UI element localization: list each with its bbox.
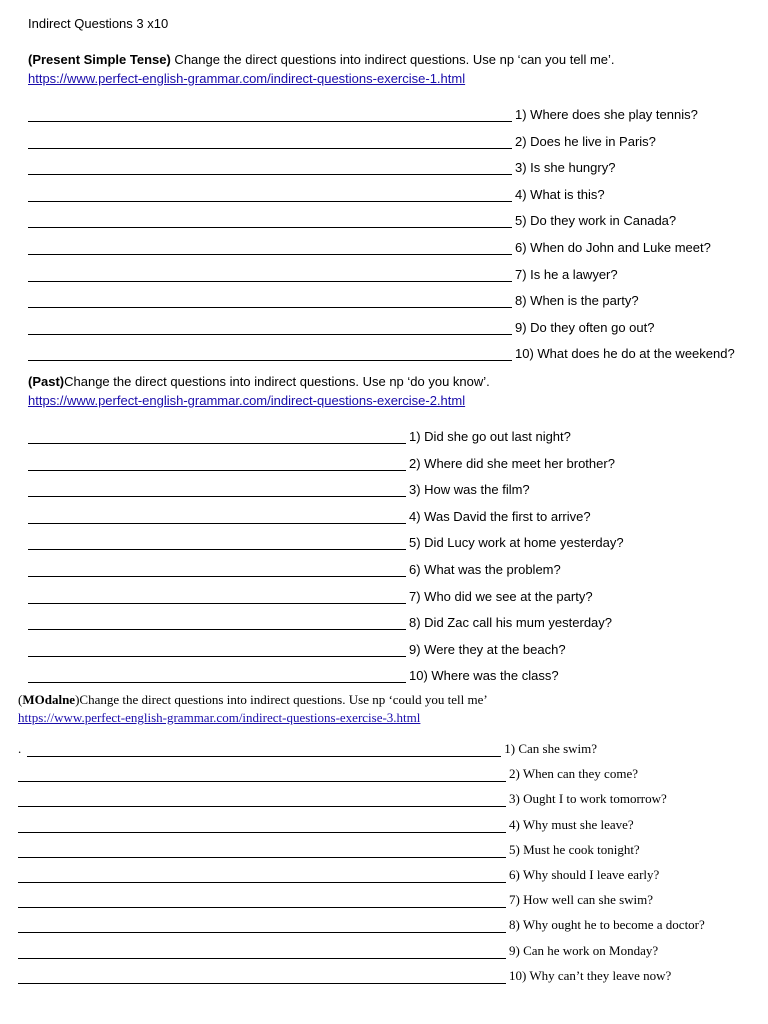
answer-blank[interactable]	[28, 430, 406, 444]
question-text: 5) Did Lucy work at home yesterday?	[409, 535, 624, 551]
question-text: 4) What is this?	[515, 186, 605, 202]
question-text: 3) Is she hungry?	[515, 160, 616, 176]
answer-blank[interactable]	[28, 536, 406, 550]
question-text: 6) When do John and Luke meet?	[515, 240, 711, 255]
question-row	[28, 157, 615, 175]
answer-blank[interactable]	[28, 347, 512, 361]
answer-blank[interactable]	[18, 768, 506, 782]
section-2-link[interactable]: https://www.perfect-english-grammar.com/indirect-questions-exercise-2.html	[28, 393, 466, 408]
question-text: 4) Was David the first to arrive?	[409, 508, 591, 524]
answer-blank[interactable]	[18, 894, 506, 908]
question-text: 10) Why can’t they leave now?	[509, 967, 672, 983]
question-row	[28, 184, 605, 202]
section-1-instruction-text: Change the direct questions into indirect questions. Use np ‘can you tell me’.	[170, 52, 615, 67]
answer-blank[interactable]	[28, 616, 406, 630]
answer-blank[interactable]	[18, 970, 506, 984]
question-row	[28, 453, 615, 471]
answer-blank[interactable]	[18, 844, 506, 858]
question-text: 4) Why must she leave?	[509, 816, 634, 832]
answer-blank[interactable]	[27, 743, 501, 757]
question-row	[28, 665, 559, 683]
section-1-instruction	[28, 52, 615, 67]
question-row	[28, 586, 593, 604]
worksheet-title: Indirect Questions 3 x10	[28, 16, 169, 31]
question-row	[28, 290, 639, 308]
section-2-instruction-text: Change the direct questions into indirect questions. Use np ‘do you know’.	[64, 374, 490, 389]
answer-blank[interactable]	[28, 294, 512, 308]
question-row	[18, 840, 640, 858]
answer-blank[interactable]	[28, 108, 512, 122]
question-text: 9) Do they often go out?	[515, 319, 655, 335]
question-row	[28, 426, 571, 444]
section-3-instruction-text: )Change the direct questions into indirect questions. Use np ‘could you tell me’	[75, 692, 488, 707]
question-row	[18, 890, 653, 908]
question-text: 6) What was the problem?	[409, 562, 561, 577]
answer-blank[interactable]	[18, 945, 506, 959]
question-row	[18, 789, 667, 807]
question-text: 5) Do they work in Canada?	[515, 213, 677, 229]
question-text: 5) Must he cook tonight?	[509, 841, 640, 857]
question-row	[28, 317, 654, 335]
question-row	[28, 131, 656, 149]
answer-blank[interactable]	[18, 919, 506, 933]
question-text: 8) Did Zac call his mum yesterday?	[409, 615, 613, 631]
question-text: 1) Did she go out last night?	[409, 429, 571, 444]
question-text: 9) Can he work on Monday?	[509, 942, 659, 958]
section-3-link[interactable]: https://www.perfect-english-grammar.com/indirect-questions-exercise-3.html	[18, 710, 421, 725]
answer-blank[interactable]	[28, 643, 406, 657]
answer-blank[interactable]	[28, 214, 512, 228]
answer-blank[interactable]	[28, 161, 512, 175]
question-row	[18, 966, 671, 984]
section-1-link[interactable]: https://www.perfect-english-grammar.com/indirect-questions-exercise-1.html	[28, 71, 466, 86]
question-text: 10) Where was the class?	[409, 668, 559, 684]
question-row	[18, 941, 658, 959]
section-3-instruction	[18, 692, 488, 708]
question-row	[18, 915, 705, 933]
section-3-label: MOdalne	[22, 692, 76, 707]
answer-blank[interactable]	[28, 669, 406, 683]
answer-blank[interactable]	[28, 483, 406, 497]
question-text: 2) When can they come?	[509, 766, 638, 782]
question-text: 1) Where does she play tennis?	[515, 107, 698, 122]
question-row	[28, 532, 624, 550]
answer-blank[interactable]	[28, 188, 512, 202]
question-row	[28, 264, 618, 282]
question-row	[28, 639, 566, 657]
question-text: 8) Why ought he to become a doctor?	[509, 917, 705, 933]
question-row	[28, 104, 698, 122]
question-row	[28, 237, 711, 255]
answer-blank[interactable]	[18, 819, 506, 833]
answer-blank[interactable]	[28, 241, 512, 255]
section-3-label-open: (	[18, 692, 23, 707]
question-row	[28, 479, 530, 497]
question-text: 7) Who did we see at the party?	[409, 588, 593, 604]
answer-blank[interactable]	[28, 135, 512, 149]
question-text: 7) How well can she swim?	[509, 892, 654, 908]
question-text: 9) Were they at the beach?	[409, 641, 566, 657]
answer-blank[interactable]	[18, 869, 506, 883]
question-row	[18, 764, 638, 782]
answer-blank[interactable]	[28, 321, 512, 335]
question-row	[18, 815, 634, 833]
answer-blank[interactable]	[28, 268, 512, 282]
answer-blank[interactable]	[28, 510, 406, 524]
question-row	[28, 559, 561, 577]
question-row	[28, 343, 735, 361]
answer-blank[interactable]	[28, 563, 406, 577]
question-text: 6) Why should I leave early?	[509, 867, 660, 882]
question-row	[18, 865, 659, 883]
question-row	[28, 612, 612, 630]
question-row	[28, 210, 676, 228]
question-text: 2) Does he live in Paris?	[515, 133, 656, 149]
question-text: 10) What does he do at the weekend?	[515, 346, 735, 362]
question-text: 7) Is he a lawyer?	[515, 266, 618, 282]
section-2-instruction	[28, 374, 490, 389]
answer-blank[interactable]	[28, 457, 406, 471]
question-text: 1) Can she swim?	[504, 741, 598, 756]
question-row	[28, 506, 591, 524]
section-2-label: (Past)	[28, 374, 65, 389]
question-row	[18, 739, 597, 757]
question-text: 8) When is the party?	[515, 293, 639, 309]
question-text: 3) How was the film?	[409, 482, 530, 498]
section-1-label: (Present Simple Tense)	[28, 52, 171, 67]
answer-blank[interactable]	[18, 793, 506, 807]
answer-blank[interactable]	[28, 590, 406, 604]
question-text: 2) Where did she meet her brother?	[409, 455, 615, 471]
row-prefix: .	[18, 741, 22, 756]
question-text: 3) Ought I to work tomorrow?	[509, 791, 667, 807]
